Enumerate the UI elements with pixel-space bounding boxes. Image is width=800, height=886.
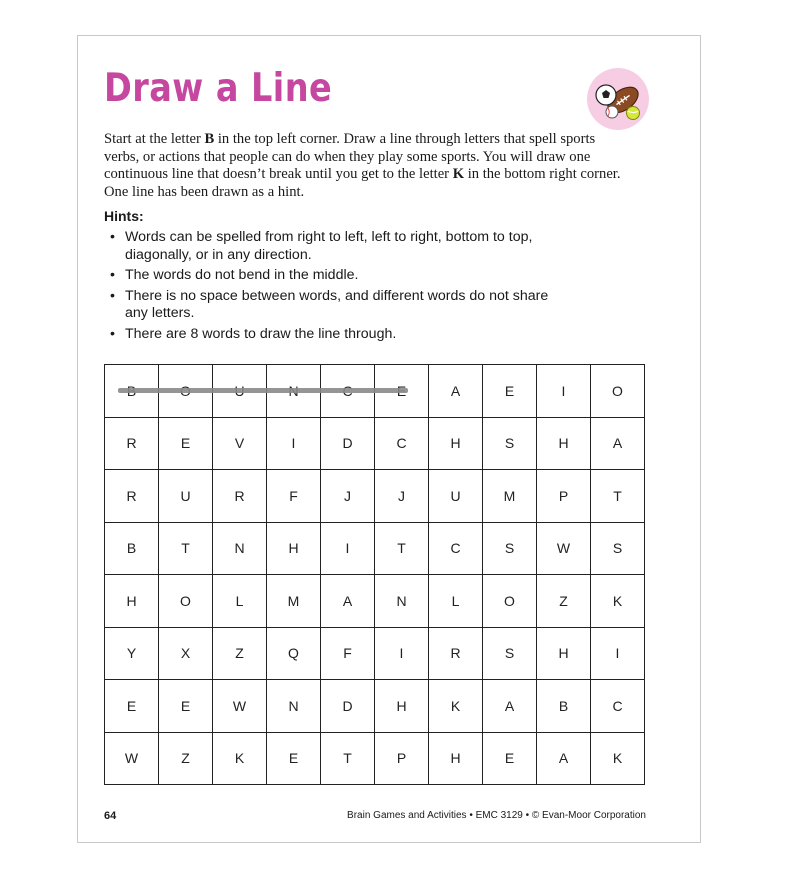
grid-cell[interactable]: Y: [105, 628, 159, 681]
grid-cell[interactable]: N: [375, 575, 429, 628]
grid-cell[interactable]: A: [537, 733, 591, 786]
page-number: 64: [104, 810, 117, 822]
grid-cell[interactable]: E: [267, 733, 321, 786]
grid-cell[interactable]: A: [483, 680, 537, 733]
hint-line-bounce: [118, 388, 408, 393]
grid-cell[interactable]: E: [159, 418, 213, 471]
grid-cell[interactable]: K: [591, 575, 645, 628]
grid-cell[interactable]: S: [483, 418, 537, 471]
grid-cell[interactable]: W: [213, 680, 267, 733]
end-letter: K: [452, 166, 465, 182]
instructions-paragraph: Start at the letter B in the top left corner. Draw a line through letters that spell sports verbs, or actions that people can do when they play some sports. You will draw one continuous line that doesn’t break until you get to the letter K in the bottom right corner. One line has been drawn as a hint.: [104, 131, 621, 200]
grid-cell[interactable]: K: [213, 733, 267, 786]
grid-cell[interactable]: F: [267, 470, 321, 523]
grid-cell[interactable]: Z: [213, 628, 267, 681]
grid-cell[interactable]: Z: [159, 733, 213, 786]
grid-cell[interactable]: H: [429, 733, 483, 786]
grid-cell[interactable]: M: [483, 470, 537, 523]
hint-item: • There are 8 words to draw the line through.: [104, 326, 554, 344]
grid-cell[interactable]: W: [105, 733, 159, 786]
grid-cell[interactable]: O: [483, 575, 537, 628]
grid-cell[interactable]: D: [321, 680, 375, 733]
grid-cell[interactable]: Q: [267, 628, 321, 681]
hints-heading: Hints:: [104, 208, 144, 224]
grid-cell[interactable]: T: [591, 470, 645, 523]
grid-cell[interactable]: K: [591, 733, 645, 786]
grid-cell[interactable]: N: [213, 523, 267, 576]
grid-cell[interactable]: O: [159, 575, 213, 628]
grid-cell[interactable]: H: [105, 575, 159, 628]
grid-cell[interactable]: J: [375, 470, 429, 523]
hints-list: [104, 229, 554, 346]
grid-cell[interactable]: C: [375, 418, 429, 471]
grid-cell[interactable]: I: [591, 628, 645, 681]
grid-cell[interactable]: F: [321, 628, 375, 681]
grid-cell[interactable]: I: [537, 365, 591, 418]
grid-cell[interactable]: U: [429, 470, 483, 523]
grid-cell[interactable]: T: [375, 523, 429, 576]
grid-cell[interactable]: D: [321, 418, 375, 471]
grid-cell[interactable]: U: [159, 470, 213, 523]
page-title: Draw a Line: [104, 66, 333, 111]
grid-cell[interactable]: K: [429, 680, 483, 733]
grid-cell[interactable]: P: [537, 470, 591, 523]
grid-cell[interactable]: R: [105, 418, 159, 471]
grid-cell[interactable]: B: [105, 523, 159, 576]
hint-item: • Words can be spelled from right to left, left to right, bottom to top, diagonally, or in any direction.: [104, 229, 554, 264]
grid-cell[interactable]: S: [483, 628, 537, 681]
grid-cell[interactable]: L: [429, 575, 483, 628]
grid-cell[interactable]: B: [537, 680, 591, 733]
grid-cell[interactable]: H: [537, 628, 591, 681]
grid-cell[interactable]: T: [159, 523, 213, 576]
grid-cell[interactable]: A: [591, 418, 645, 471]
grid-cell[interactable]: R: [213, 470, 267, 523]
footer-credit: Brain Games and Activities • EMC 3129 • © Evan-Moor Corporation: [347, 810, 646, 821]
grid-cell[interactable]: E: [483, 365, 537, 418]
start-letter: B: [204, 131, 215, 147]
grid-cell[interactable]: C: [591, 680, 645, 733]
grid-cell[interactable]: H: [267, 523, 321, 576]
grid-cell[interactable]: I: [267, 418, 321, 471]
grid-cell[interactable]: R: [105, 470, 159, 523]
grid-cell[interactable]: C: [429, 523, 483, 576]
grid-cell[interactable]: I: [321, 523, 375, 576]
sports-balls-icon: [587, 68, 649, 130]
grid-cell[interactable]: H: [429, 418, 483, 471]
grid-cell[interactable]: R: [429, 628, 483, 681]
grid-cell[interactable]: J: [321, 470, 375, 523]
grid-cell[interactable]: A: [321, 575, 375, 628]
grid-cell[interactable]: T: [321, 733, 375, 786]
letter-grid[interactable]: [104, 364, 645, 785]
hint-item: • The words do not bend in the middle.: [104, 267, 554, 285]
grid-cell[interactable]: E: [105, 680, 159, 733]
grid-cell[interactable]: S: [591, 523, 645, 576]
grid-cell[interactable]: E: [159, 680, 213, 733]
grid-cell[interactable]: Z: [537, 575, 591, 628]
grid-cell[interactable]: S: [483, 523, 537, 576]
grid-cell[interactable]: I: [375, 628, 429, 681]
grid-cell[interactable]: O: [591, 365, 645, 418]
grid-cell[interactable]: E: [483, 733, 537, 786]
grid-cell[interactable]: V: [213, 418, 267, 471]
grid-cell[interactable]: A: [429, 365, 483, 418]
grid-cell[interactable]: W: [537, 523, 591, 576]
grid-cell[interactable]: H: [537, 418, 591, 471]
grid-cell[interactable]: H: [375, 680, 429, 733]
grid-cell[interactable]: P: [375, 733, 429, 786]
hint-item: • There is no space between words, and different words do not share any letters.: [104, 288, 554, 323]
grid-cell[interactable]: X: [159, 628, 213, 681]
grid-cell[interactable]: L: [213, 575, 267, 628]
grid-cell[interactable]: M: [267, 575, 321, 628]
grid-cell[interactable]: N: [267, 680, 321, 733]
